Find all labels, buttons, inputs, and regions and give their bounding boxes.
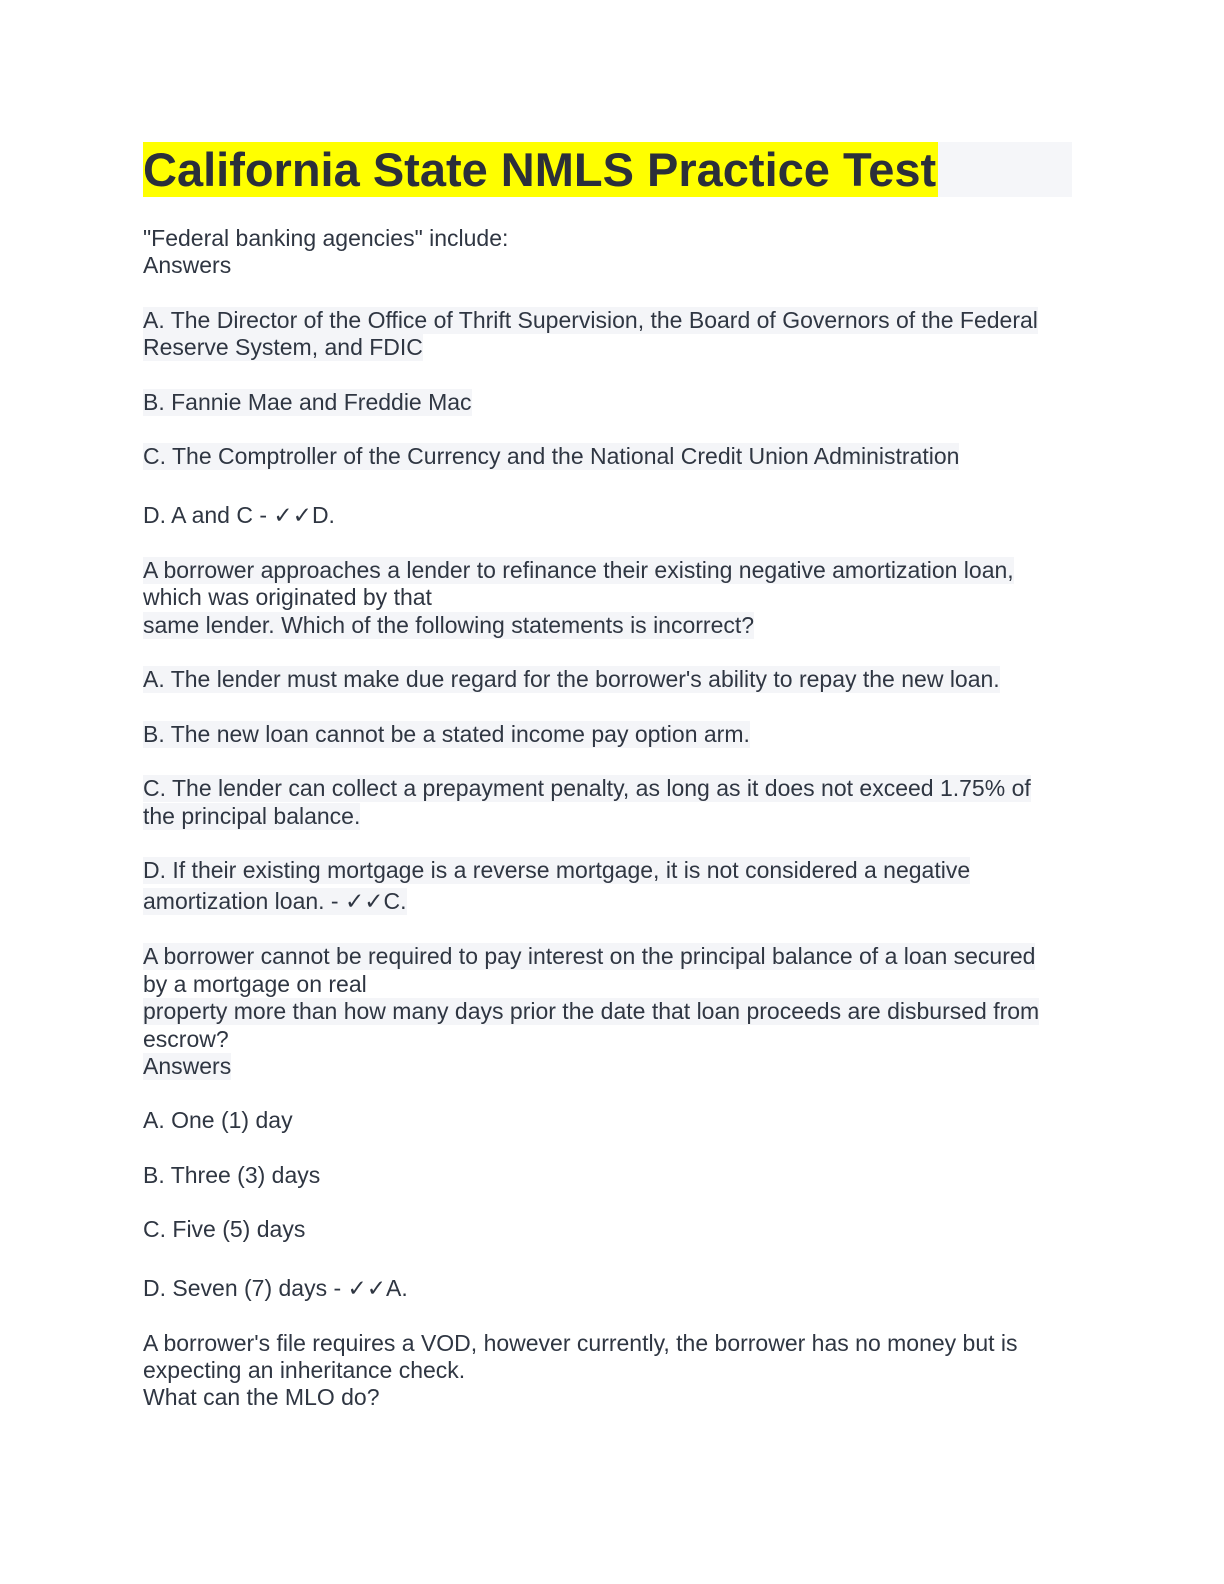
q3-answers-label: Answers — [143, 1053, 232, 1079]
q2-option-c-line2: the principal balance. — [143, 803, 361, 829]
q3-question-line1: A borrower cannot be required to pay interest on the principal balance of a loan secured — [143, 943, 1036, 969]
q2-question-line3: same lender. Which of the following statements is incorrect? — [143, 612, 755, 638]
q1-option-d-answer: D. A and C - ✓✓D. — [143, 502, 335, 528]
q1-option-a-line1: A. The Director of the Office of Thrift Supervision, the Board of Governors of the Federal — [143, 307, 1038, 333]
q2-question-line2: which was originated by that — [143, 584, 432, 610]
q3-option-d-answer: D. Seven (7) days - ✓✓A. — [143, 1275, 408, 1301]
q1-option-c: C. The Comptroller of the Currency and the National Credit Union Administration — [143, 443, 960, 469]
q4-question-line2: expecting an inheritance check. — [143, 1357, 466, 1383]
q2-question-line1: A borrower approaches a lender to refinance their existing negative amortization loan, — [143, 557, 1014, 583]
q2-option-d-answer: amortization loan. - ✓✓C. — [143, 888, 407, 914]
q3-question-line2: by a mortgage on real — [143, 971, 367, 997]
q2-option-c-line1: C. The lender can collect a prepayment penalty, as long as it does not exceed 1.75% of — [143, 775, 1031, 801]
q3-question-line3: property more than how many days prior the date that loan proceeds are disbursed from — [143, 998, 1040, 1024]
q4-question-line1: A borrower's file requires a VOD, however currently, the borrower has no money but is — [143, 1330, 1018, 1356]
q2-option-b: B. The new loan cannot be a stated income pay option arm. — [143, 721, 750, 747]
q3-option-c: C. Five (5) days — [143, 1216, 306, 1242]
q1-answers-label: Answers — [143, 252, 232, 278]
q2-option-d-line1: D. If their existing mortgage is a reverse mortgage, it is not considered a negative — [143, 857, 971, 883]
q1-option-a-line2: Reserve System, and FDIC — [143, 334, 423, 360]
q2-option-a: A. The lender must make due regard for the borrower's ability to repay the new loan. — [143, 666, 1000, 692]
q1-question: "Federal banking agencies" include: — [143, 225, 509, 251]
q3-question-line4: escrow? — [143, 1026, 229, 1052]
document-title: California State NMLS Practice Test — [143, 143, 937, 196]
q4-question-line3: What can the MLO do? — [143, 1384, 380, 1410]
q3-option-b: B. Three (3) days — [143, 1162, 321, 1188]
q1-option-b: B. Fannie Mae and Freddie Mac — [143, 389, 472, 415]
q3-option-a: A. One (1) day — [143, 1107, 293, 1133]
